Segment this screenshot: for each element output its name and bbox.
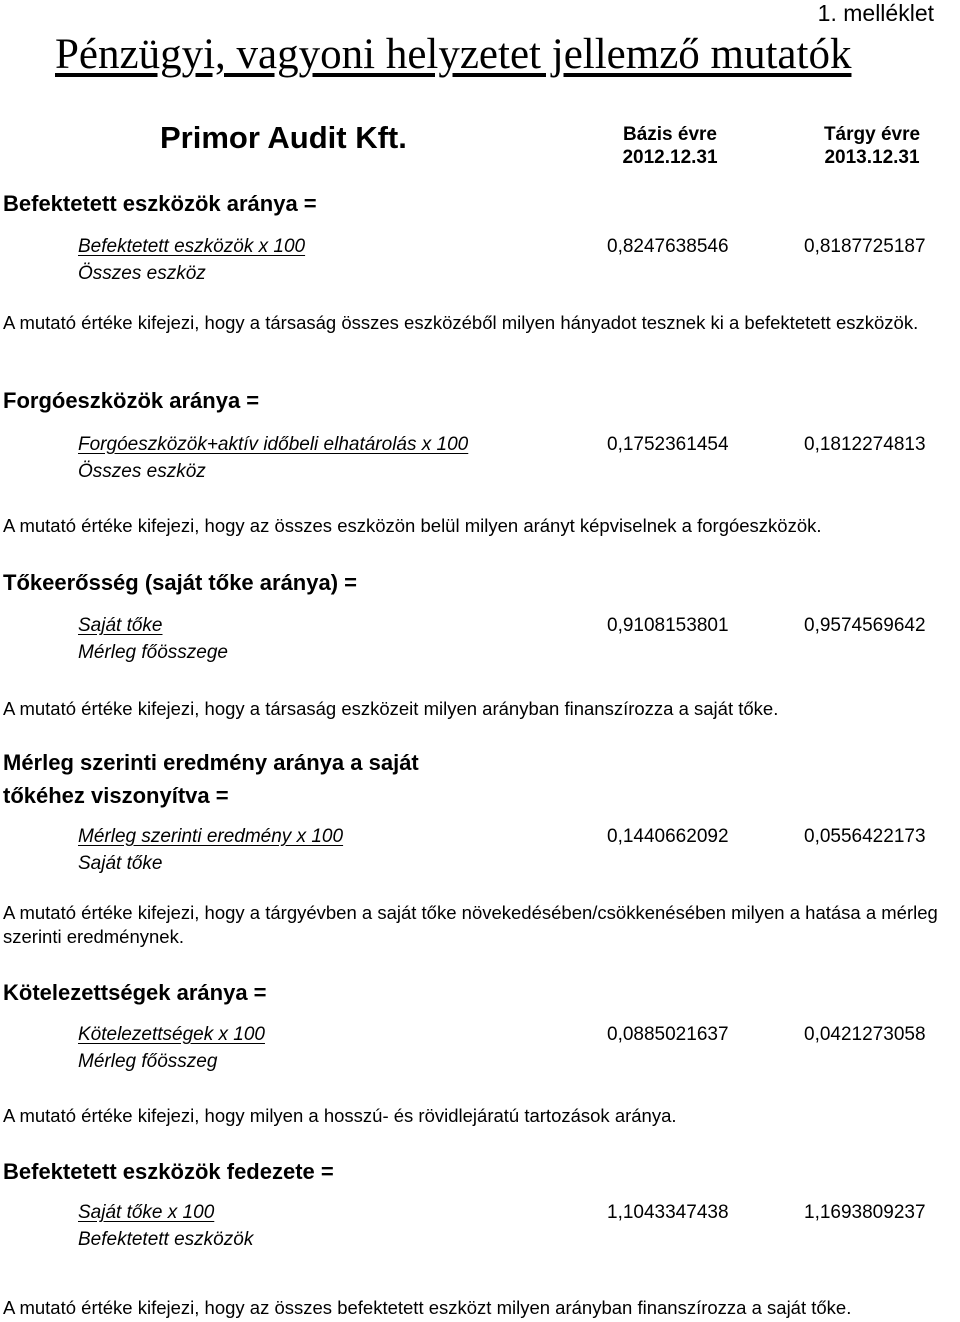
indicator-numerator: Saját tőke x 100 (78, 1202, 215, 1223)
indicator-base-value: 0,0885021637 (607, 1024, 729, 1045)
indicator-target-value: 0,0556422173 (804, 826, 926, 847)
indicator-description: A mutató értéke kifejezi, hogy a társaság összes eszközéből milyen hányadot tesznek ki a befektetett eszközök. (3, 312, 919, 333)
indicator-denominator: Összes eszköz (78, 263, 206, 284)
indicator-target-value: 1,1693809237 (804, 1202, 926, 1223)
indicator-denominator: Befektetett eszközök (78, 1229, 254, 1250)
indicator-base-value: 0,1752361454 (607, 434, 729, 455)
base-year-date: 2012.12.31 (622, 147, 718, 168)
indicator-numerator: Kötelezettségek x 100 (78, 1024, 265, 1045)
indicator-target-value: 0,0421273058 (804, 1024, 926, 1045)
company-name: Primor Audit Kft. (160, 120, 407, 155)
indicator-target-value: 0,8187725187 (804, 236, 926, 257)
indicator-numerator: Mérleg szerinti eredmény x 100 (78, 826, 344, 847)
base-year-label: Bázis évre (622, 124, 717, 145)
indicator-description: A mutató értéke kifejezi, hogy milyen a hosszú- és rövidlejáratú tartozások aránya. (3, 1105, 677, 1126)
annex-label: 1. melléklet (817, 0, 934, 26)
indicator-title: Forgóeszközök aránya = (3, 388, 260, 413)
indicator-denominator: Mérleg főösszeg (78, 1051, 218, 1072)
indicator-description: A mutató értéke kifejezi, hogy a tárgyévben a saját tőke növekedésében/csökkenésében milyen a hatása a mérleg szerinti eredménynek. (3, 902, 938, 947)
indicator-denominator: Saját tőke (78, 853, 163, 874)
target-year-label: Tárgy évre (823, 124, 921, 145)
target-year-header (812, 123, 932, 169)
indicator-title: Kötelezettségek aránya = (3, 980, 267, 1005)
indicator-numerator: Saját tőke (78, 615, 163, 636)
indicator-description: A mutató értéke kifejezi, hogy az összes befektetett eszközt milyen arányban finanszírozza a saját tőke. (3, 1297, 852, 1318)
indicator-base-value: 0,9108153801 (607, 615, 729, 636)
indicator-title-line2: tőkéhez viszonyítva = (3, 783, 229, 808)
indicator-target-value: 0,1812274813 (804, 434, 926, 455)
indicator-title: Befektetett eszközök aránya = (3, 191, 317, 216)
indicator-description: A mutató értéke kifejezi, hogy az összes eszközön belül milyen arányt képviselnek a forgóeszközök. (3, 515, 822, 536)
indicator-base-value: 1,1043347438 (607, 1202, 729, 1223)
indicator-denominator: Összes eszköz (78, 461, 206, 482)
indicator-numerator: Befektetett eszközök x 100 (78, 236, 306, 257)
indicator-title-line1: Mérleg szerinti eredmény aránya a saját (3, 750, 419, 775)
target-year-date: 2013.12.31 (824, 147, 920, 168)
indicator-target-value: 0,9574569642 (804, 615, 926, 636)
indicator-title: Befektetett eszközök fedezete = (3, 1159, 334, 1184)
indicator-description: A mutató értéke kifejezi, hogy a társaság eszközeit milyen arányban finanszírozza a saját tőke. (3, 698, 779, 719)
indicator-base-value: 0,1440662092 (607, 826, 729, 847)
base-year-header (615, 123, 725, 169)
indicator-numerator: Forgóeszközök+aktív időbeli elhatárolás x 100 (78, 434, 469, 455)
indicator-denominator: Mérleg főösszege (78, 642, 228, 663)
page-title: Pénzügyi, vagyoni helyzetet jellemző mutatók (55, 31, 852, 78)
indicator-title: Tőkeerősség (saját tőke aránya) = (3, 570, 357, 595)
indicator-base-value: 0,8247638546 (607, 236, 729, 257)
